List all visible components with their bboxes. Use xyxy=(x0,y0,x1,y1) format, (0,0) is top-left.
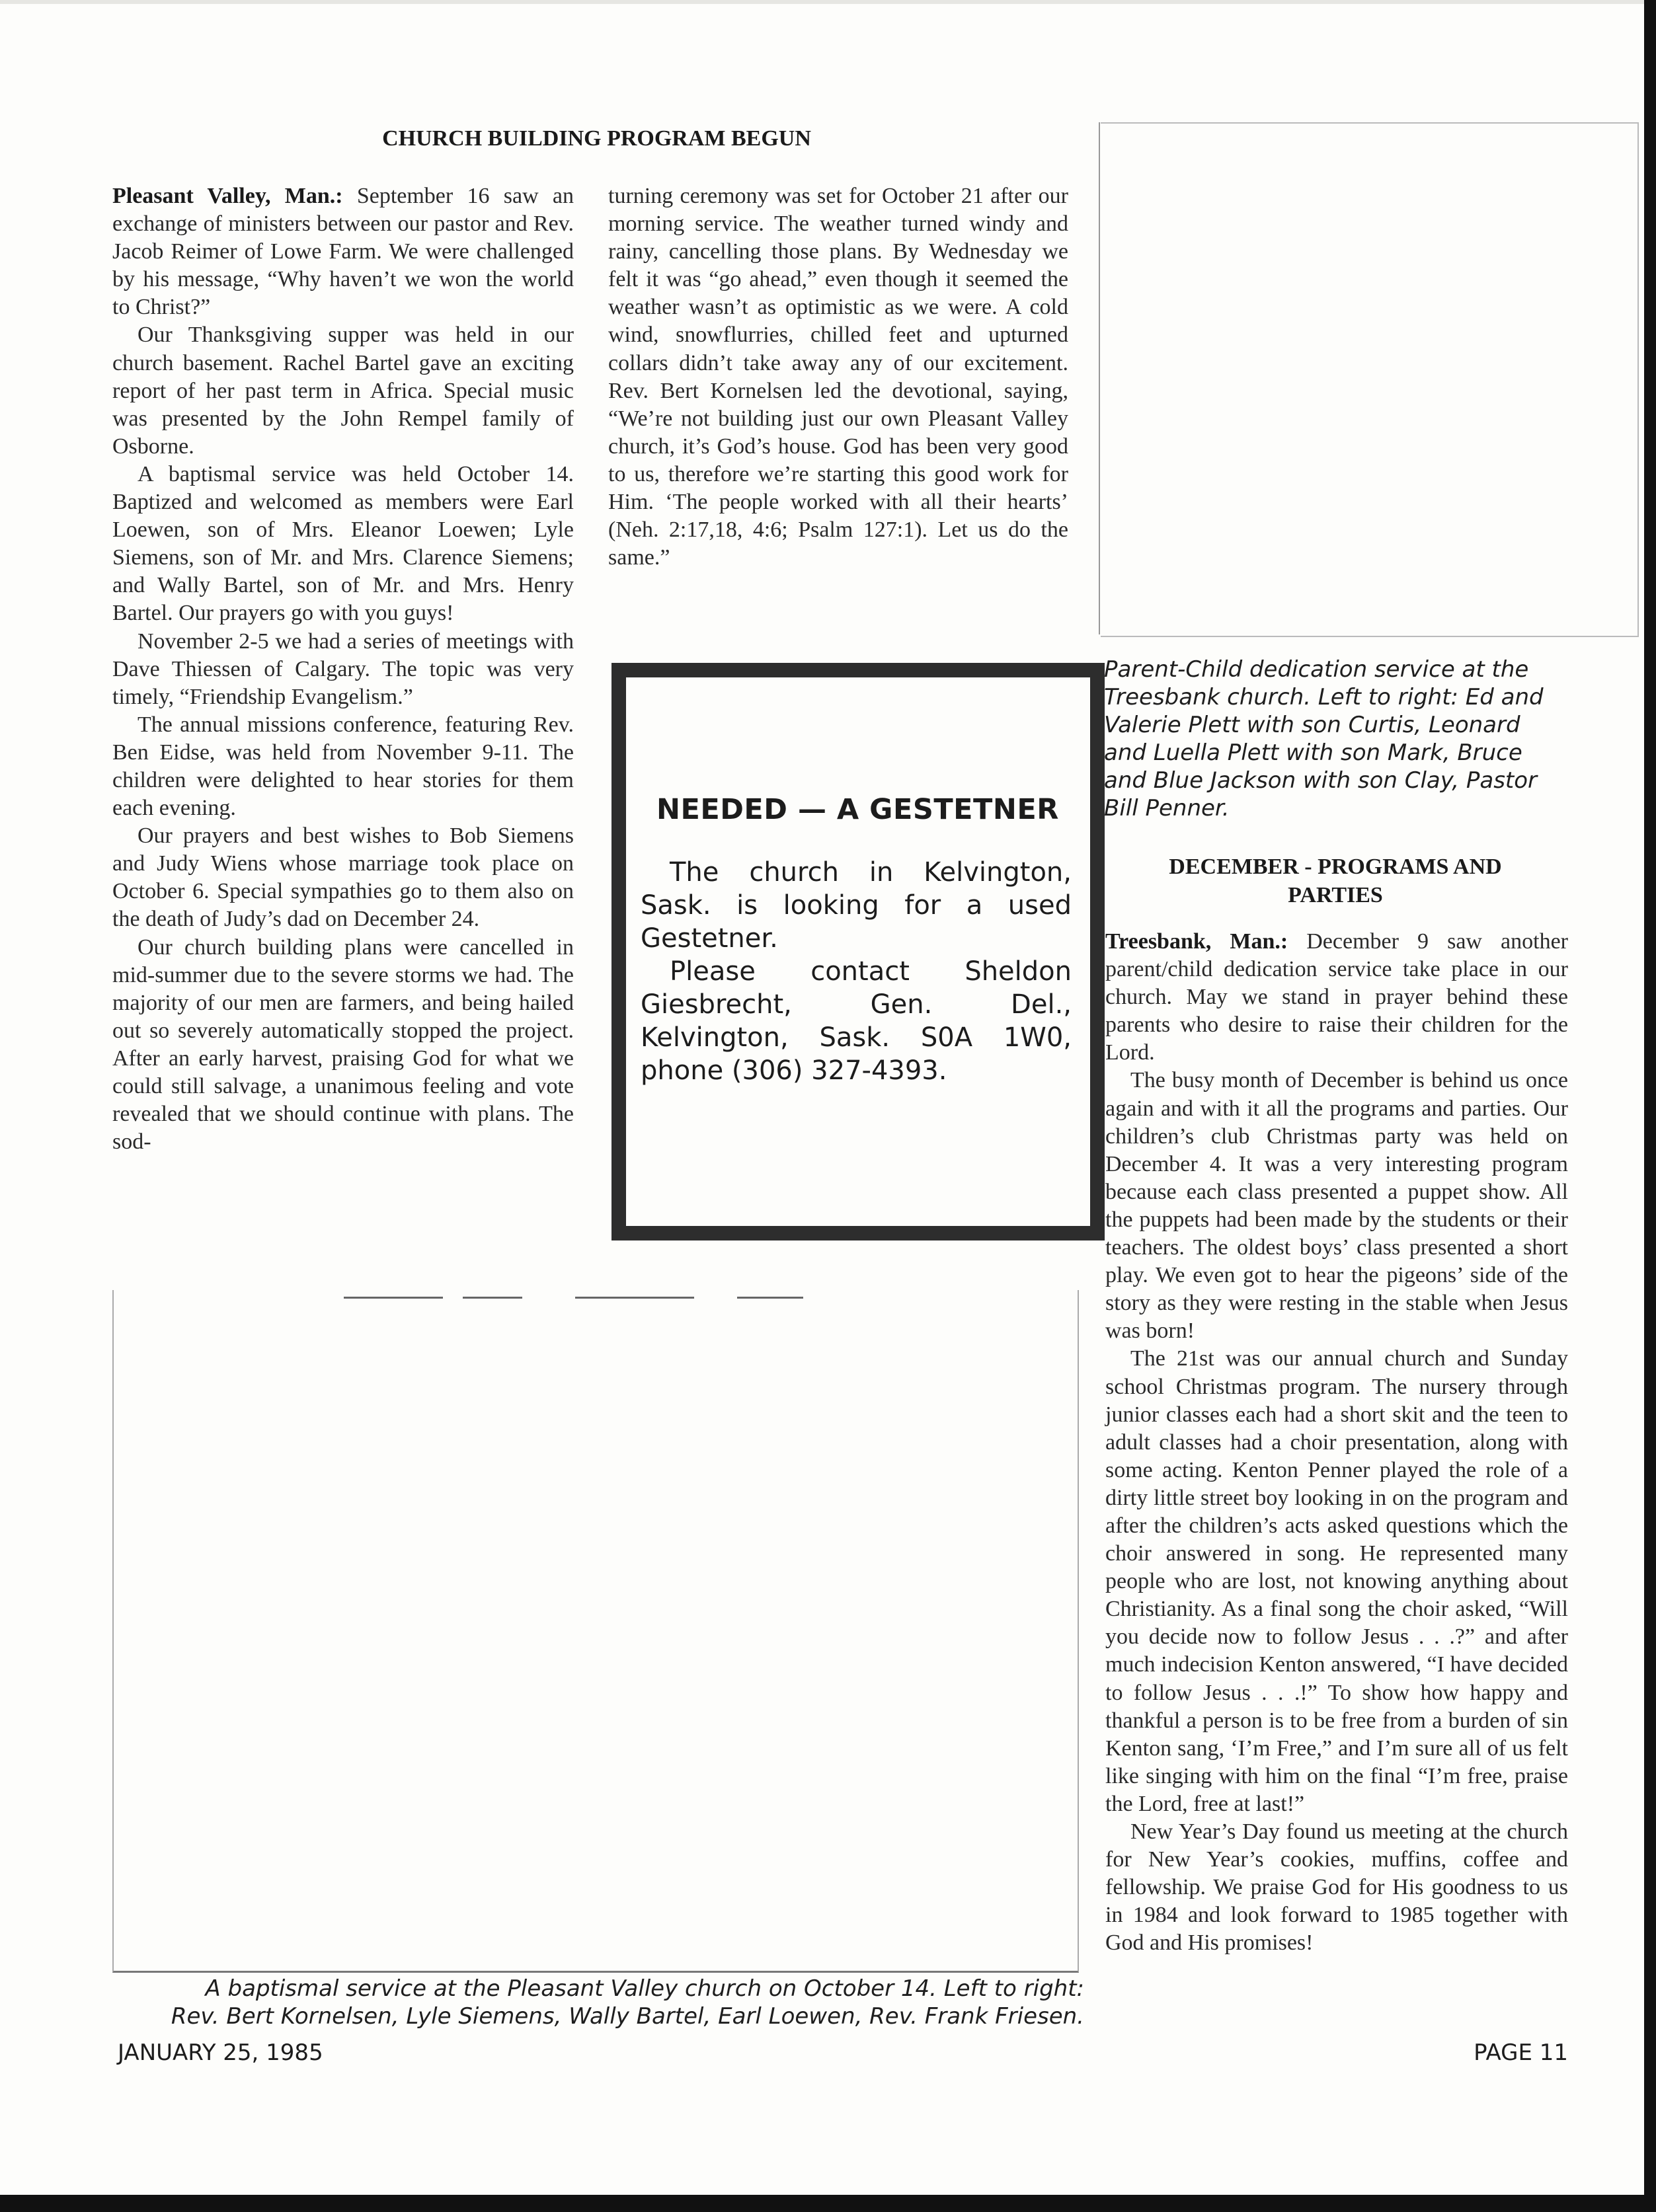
article-headline-building-program: CHURCH BUILDING PROGRAM BEGUN xyxy=(382,126,811,151)
paragraph: turning ceremony was set for October 21 after our morning service. The weather turned windy and rainy, cancelling those plans. By Wednesday we felt it was “go ahead,” even though it seemed the weather wasn’t as optimistic as we were. A cold wind, snowflurries, chilled feet and upturned collars didn’t take away any of our excitement. Rev. Bert Kornelsen led the devotional, saying, “We’re not building just our own Pleasant Valley church, it’s God’s house. God has been very good to us, therefore we’re starting this good work for Him. ‘The people worked with all their hearts’ (Neh. 2:17,18, 4:6; Psalm 127:1). Let us do the same.” xyxy=(608,184,1068,570)
paragraph: November 2-5 we had a series of meetings with Dave Thiessen of Calgary. The topic was very timely, “Friendship Evangelism.” xyxy=(112,629,574,709)
ad-paragraph: Please contact Sheldon Giesbrecht, Gen. Del., Kelvington, Sask. S0A 1W0, phone (306) 327-4393. xyxy=(641,956,1072,1086)
paragraph: The annual missions conference, featuring Rev. Ben Eidse, was held from November 9-11. The children were delighted to hear stories for them each evening. xyxy=(112,712,574,821)
photo-edge-mark xyxy=(575,1297,694,1299)
article-column-1 xyxy=(112,182,574,1156)
paragraph xyxy=(112,182,574,321)
paragraph: Our prayers and best wishes to Bob Siemens and Judy Wiens whose marriage took place on October 6. Special sympathies go to them also on the death of Judy’s dad on December 24. xyxy=(112,823,574,932)
paragraph xyxy=(1105,928,1568,1067)
paragraph: A baptismal service was held October 14. Baptized and welcomed as members were Earl Loewen, son of Mrs. Eleanor Loewen; Lyle Siemens, son of Mr. and Mrs. Clarence Siemens; and Wally Bartel, son of Mr. and Mrs. Henry Bartel. Our prayers go with you guys! xyxy=(112,461,574,626)
footer-date: JANUARY 25, 1985 xyxy=(118,2040,323,2066)
dateline: Pleasant Valley, Man.: xyxy=(112,184,343,208)
paragraph-text: December 9 saw another parent/child dedication service take place in our church. May we stand in prayer behind these parents who desire to raise their children for the Lord. xyxy=(1105,929,1568,1065)
photo-edge-mark xyxy=(344,1297,443,1299)
photo-dedication-service xyxy=(1101,122,1639,637)
photo-baptismal-service xyxy=(112,1290,1079,1973)
paragraph-text: September 16 saw an exchange of ministers between our pastor and Rev. Jacob Reimer of Lowe Farm. We were challenged by his message, “Why haven’t we won the world to Christ?” xyxy=(112,184,574,320)
paragraph: The 21st was our annual church and Sunday school Christmas program. The nursery through junior classes each had a short skit and the teen to adult classes had a choir presentation, along with some acting. Kenton Penner played the role of a dirty little street boy looking in on the program and after the children’s acts asked questions which the choir answered in song. He represented many people who are lost, not knowing anything about Christianity. As a final song the choir asked, “Will you decide now to follow Jesus . . .?” and after much indecision Kenton answered, “I have decided to follow Jesus . . .!” To show how happy and thankful a person is to be free from a burden of sin Kenton sang, ‘I’m Free,” and I’m sure all of us felt like singing with him on the final “I’m free, praise the Lord, free at last!” xyxy=(1105,1346,1568,1816)
ad-body xyxy=(641,856,1072,1087)
article-column-2 xyxy=(608,182,1068,572)
photo-edge-mark xyxy=(737,1297,803,1299)
photo-caption-dedication: Parent-Child dedication service at the Treesbank church. Left to right: Ed and Valerie Plett with son Curtis, Leonard and Luella Plett with son Mark, Bruce and Blue Jackson with son Clay, Pastor Bill Penner. xyxy=(1104,656,1544,821)
caption-line: Rev. Bert Kornelsen, Lyle Siemens, Wally Bartel, Earl Loewen, Rev. Frank Friesen. xyxy=(171,2003,1084,2030)
photo-left-border xyxy=(1099,122,1100,634)
photo-edge-mark xyxy=(463,1297,522,1299)
caption-line: A baptismal service at the Pleasant Valley church on October 14. Left to right: xyxy=(205,1975,1084,2002)
scan-top-edge xyxy=(0,0,1656,4)
ad-paragraph: The church in Kelvington, Sask. is looking for a used Gestetner. xyxy=(641,857,1072,954)
classified-ad-box xyxy=(611,663,1105,1240)
photo-caption-baptismal xyxy=(99,1975,1084,2030)
paragraph: New Year’s Day found us meeting at the church for New Year’s cookies, muffins, coffee and fellowship. We praise God for His goodness to us in 1984 and look forward to 1985 together with God and His promises! xyxy=(1105,1819,1568,1956)
headline-line: DECEMBER - PROGRAMS AND xyxy=(1169,855,1502,879)
scan-bottom-edge xyxy=(0,2195,1656,2212)
headline-line: PARTIES xyxy=(1288,883,1383,907)
paragraph: Our Thanksgiving supper was held in our church basement. Rachel Bartel gave an exciting report of her past term in Africa. Special music was presented by the John Rempel family of Osborne. xyxy=(112,323,574,459)
article-column-3 xyxy=(1105,928,1568,1957)
ad-title: NEEDED — A GESTETNER xyxy=(656,793,1059,826)
scan-right-edge xyxy=(1644,0,1656,2212)
paragraph: Our church building plans were cancelled in mid-summer due to the severe storms we had. The majority of our men are farmers, and being hailed out so severely automatically stopped the project. After an early harvest, praising God for what we could still salvage, a unanimous feeling and vote revealed that we should continue with plans. The sod- xyxy=(112,934,574,1155)
article-headline-december xyxy=(1104,853,1567,909)
paragraph: The busy month of December is behind us once again and with it all the programs and parties. Our children’s club Christmas party was held on December 4. It was a very interesting program because each class presented a puppet show. All the puppets had been made by the students or their teachers. The oldest boys’ class presented a short play. We even got to hear the pigeons’ side of the story as they were resting in the stable when Jesus was born! xyxy=(1105,1068,1568,1344)
dateline: Treesbank, Man.: xyxy=(1105,929,1288,954)
footer-page-number: PAGE 11 xyxy=(1474,2040,1568,2066)
